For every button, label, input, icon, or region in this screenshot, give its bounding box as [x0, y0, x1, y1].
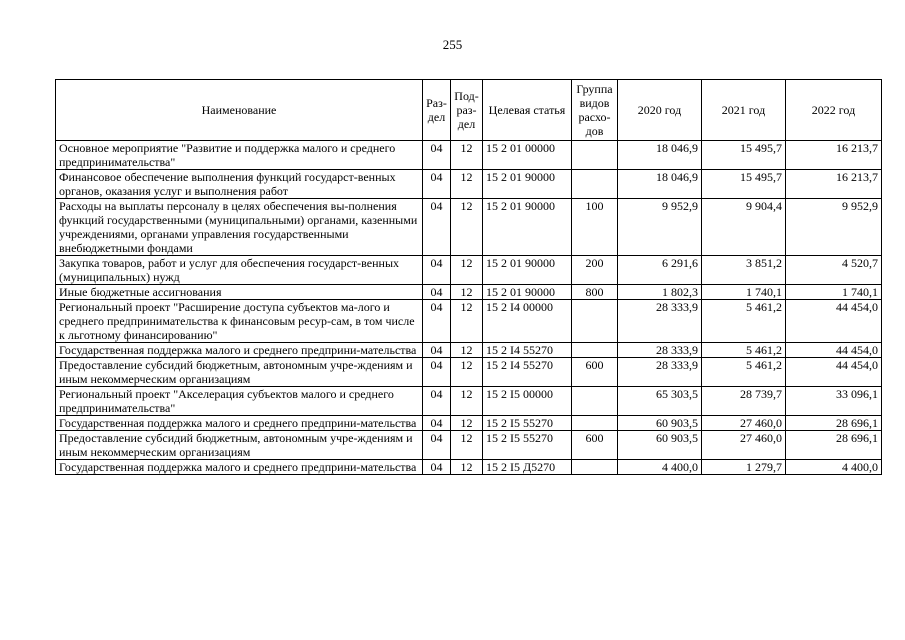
- header-target: Целевая статья: [483, 80, 572, 141]
- row-target: 15 2 I5 55270: [483, 416, 572, 431]
- row-name: Иные бюджетные ассигнования: [56, 285, 423, 300]
- row-value-2021: 1 740,1: [702, 285, 786, 300]
- row-subsection: 12: [451, 285, 483, 300]
- row-group: 600: [572, 431, 618, 460]
- row-value-2021: 27 460,0: [702, 416, 786, 431]
- row-group: 200: [572, 256, 618, 285]
- row-value-2020: 28 333,9: [618, 343, 702, 358]
- row-target: 15 2 01 90000: [483, 170, 572, 199]
- row-name: Региональный проект "Акселерация субъектов малого и среднего предпринимательства": [56, 387, 423, 416]
- row-value-2021: 5 461,2: [702, 343, 786, 358]
- row-name: Закупка товаров, работ и услуг для обеспечения государст-венных (муниципальных) нужд: [56, 256, 423, 285]
- row-value-2021: 3 851,2: [702, 256, 786, 285]
- row-value-2020: 9 952,9: [618, 199, 702, 256]
- row-subsection: 12: [451, 387, 483, 416]
- row-name: Финансовое обеспечение выполнения функций государст-венных органов, оказания услуг и выполнения работ: [56, 170, 423, 199]
- header-subsection: Под-раз-дел: [451, 80, 483, 141]
- header-2022: 2022 год: [786, 80, 882, 141]
- row-section: 04: [423, 431, 451, 460]
- row-value-2020: 18 046,9: [618, 141, 702, 170]
- row-target: 15 2 I4 00000: [483, 300, 572, 343]
- row-value-2020: 60 903,5: [618, 416, 702, 431]
- row-value-2022: 28 696,1: [786, 416, 882, 431]
- row-group: [572, 416, 618, 431]
- row-value-2021: 9 904,4: [702, 199, 786, 256]
- row-subsection: 12: [451, 141, 483, 170]
- row-value-2022: 4 520,7: [786, 256, 882, 285]
- row-target: 15 2 01 90000: [483, 256, 572, 285]
- row-value-2022: 16 213,7: [786, 141, 882, 170]
- table-row: [56, 199, 882, 256]
- table-row: [56, 170, 882, 199]
- header-2021: 2021 год: [702, 80, 786, 141]
- row-subsection: 12: [451, 199, 483, 256]
- row-value-2021: 27 460,0: [702, 431, 786, 460]
- row-name: Предоставление субсидий бюджетным, автономным учре-ждениям и иным некоммерческим организациям: [56, 358, 423, 387]
- row-section: 04: [423, 343, 451, 358]
- row-group: [572, 300, 618, 343]
- row-group: 800: [572, 285, 618, 300]
- row-group: [572, 387, 618, 416]
- row-value-2021: 5 461,2: [702, 358, 786, 387]
- table-row: [56, 343, 882, 358]
- row-value-2020: 18 046,9: [618, 170, 702, 199]
- row-subsection: 12: [451, 460, 483, 475]
- table-row: [56, 416, 882, 431]
- row-section: 04: [423, 256, 451, 285]
- header-row: [56, 80, 882, 141]
- row-section: 04: [423, 300, 451, 343]
- row-target: 15 2 I5 Д5270: [483, 460, 572, 475]
- row-value-2022: 9 952,9: [786, 199, 882, 256]
- row-target: 15 2 I4 55270: [483, 358, 572, 387]
- row-group: [572, 141, 618, 170]
- table-row: [56, 141, 882, 170]
- table-row: [56, 256, 882, 285]
- table-row: [56, 431, 882, 460]
- row-subsection: 12: [451, 431, 483, 460]
- table-row: [56, 300, 882, 343]
- table-row: [56, 358, 882, 387]
- row-subsection: 12: [451, 170, 483, 199]
- row-value-2021: 28 739,7: [702, 387, 786, 416]
- row-value-2022: 44 454,0: [786, 300, 882, 343]
- row-value-2022: 4 400,0: [786, 460, 882, 475]
- row-subsection: 12: [451, 300, 483, 343]
- row-value-2020: 1 802,3: [618, 285, 702, 300]
- table-body: [56, 141, 882, 475]
- table-row: [56, 285, 882, 300]
- row-value-2022: 28 696,1: [786, 431, 882, 460]
- row-section: 04: [423, 358, 451, 387]
- row-value-2022: 33 096,1: [786, 387, 882, 416]
- row-target: 15 2 I5 55270: [483, 431, 572, 460]
- header-group: Группа видов расхо-дов: [572, 80, 618, 141]
- row-name: Основное мероприятие "Развитие и поддержка малого и среднего предпринимательства": [56, 141, 423, 170]
- row-target: 15 2 01 90000: [483, 285, 572, 300]
- row-section: 04: [423, 141, 451, 170]
- row-name: Региональный проект "Расширение доступа субъектов ма-лого и среднего предпринимательства к финансовым ресур-сам, в том числе к льготному финансированию": [56, 300, 423, 343]
- page-number: 255: [442, 37, 463, 52]
- row-subsection: 12: [451, 343, 483, 358]
- row-subsection: 12: [451, 256, 483, 285]
- row-name: Государственная поддержка малого и среднего предприни-мательства: [56, 460, 423, 475]
- row-value-2020: 28 333,9: [618, 358, 702, 387]
- row-value-2020: 6 291,6: [618, 256, 702, 285]
- row-section: 04: [423, 199, 451, 256]
- row-section: 04: [423, 416, 451, 431]
- row-subsection: 12: [451, 416, 483, 431]
- budget-table: [55, 79, 882, 475]
- row-group: [572, 343, 618, 358]
- row-group: 600: [572, 358, 618, 387]
- row-name: Государственная поддержка малого и среднего предприни-мательства: [56, 343, 423, 358]
- row-value-2021: 1 279,7: [702, 460, 786, 475]
- row-target: 15 2 I4 55270: [483, 343, 572, 358]
- row-section: 04: [423, 460, 451, 475]
- row-value-2022: 16 213,7: [786, 170, 882, 199]
- row-value-2020: 28 333,9: [618, 300, 702, 343]
- row-group: [572, 170, 618, 199]
- row-value-2020: 65 303,5: [618, 387, 702, 416]
- row-group: [572, 460, 618, 475]
- row-name: Предоставление субсидий бюджетным, автономным учре-ждениям и иным некоммерческим организациям: [56, 431, 423, 460]
- row-target: 15 2 01 90000: [483, 199, 572, 256]
- table-row: [56, 387, 882, 416]
- row-value-2021: 15 495,7: [702, 141, 786, 170]
- row-target: 15 2 01 00000: [483, 141, 572, 170]
- row-group: 100: [572, 199, 618, 256]
- header-2020: 2020 год: [618, 80, 702, 141]
- row-section: 04: [423, 285, 451, 300]
- row-section: 04: [423, 387, 451, 416]
- header-name: Наименование: [56, 80, 423, 141]
- row-name: Государственная поддержка малого и среднего предприни-мательства: [56, 416, 423, 431]
- row-value-2020: 60 903,5: [618, 431, 702, 460]
- row-subsection: 12: [451, 358, 483, 387]
- row-value-2021: 15 495,7: [702, 170, 786, 199]
- row-value-2022: 44 454,0: [786, 343, 882, 358]
- table-row: [56, 460, 882, 475]
- row-value-2022: 1 740,1: [786, 285, 882, 300]
- row-name: Расходы на выплаты персоналу в целях обеспечения вы-полнения функций государственными (муниципальными) органами, казенными учреждениями, органами управления государственными внебюджетными фондами: [56, 199, 423, 256]
- row-value-2022: 44 454,0: [786, 358, 882, 387]
- row-section: 04: [423, 170, 451, 199]
- row-value-2021: 5 461,2: [702, 300, 786, 343]
- header-section: Раз-дел: [423, 80, 451, 141]
- row-value-2020: 4 400,0: [618, 460, 702, 475]
- row-target: 15 2 I5 00000: [483, 387, 572, 416]
